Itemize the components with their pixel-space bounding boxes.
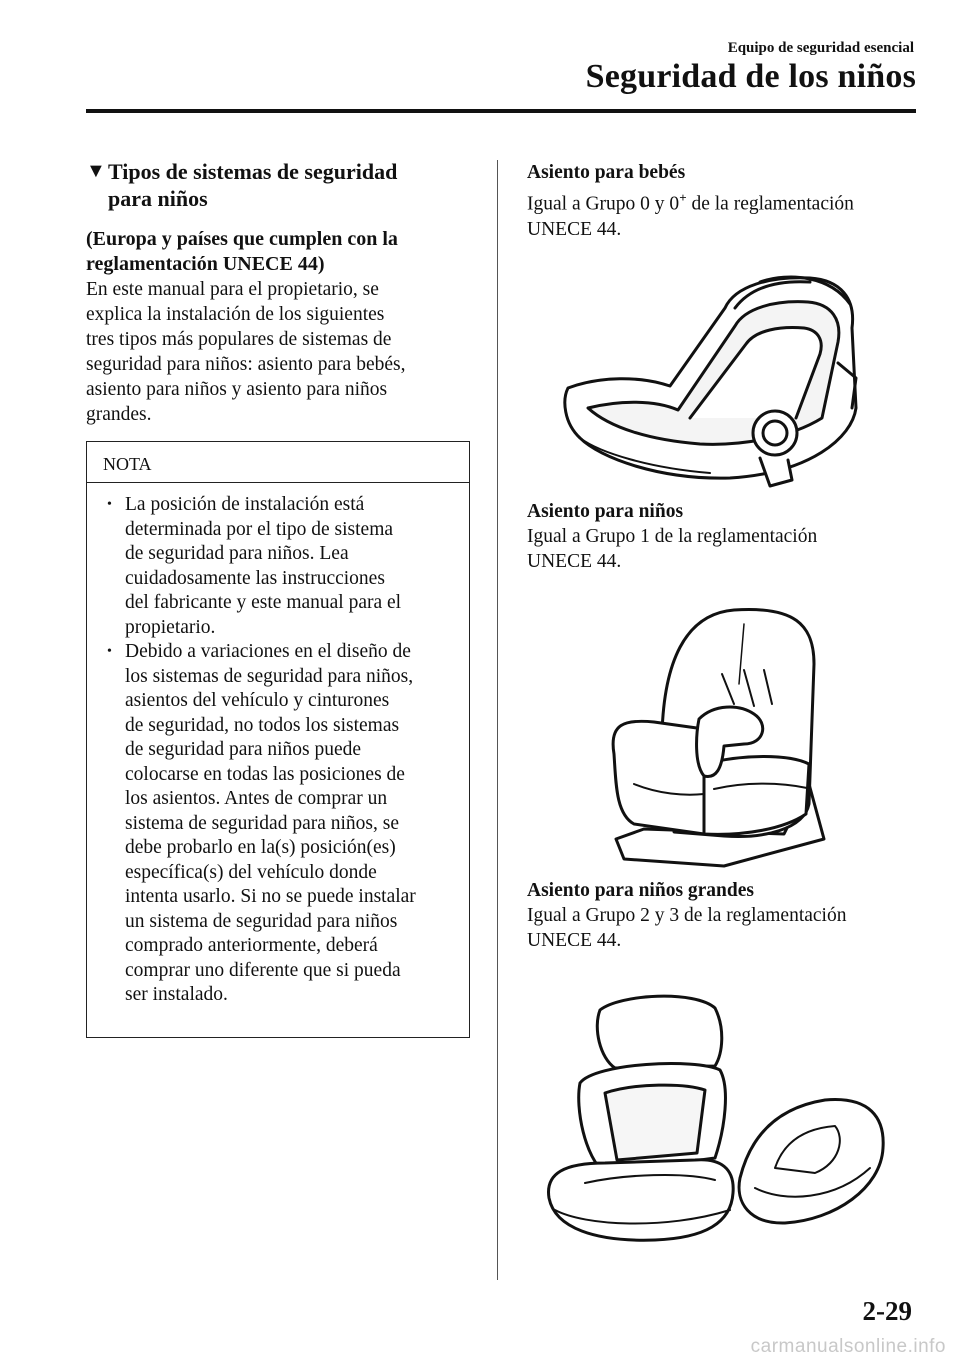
junior-seat-illustration: [545, 988, 890, 1250]
child-seat-heading: Asiento para niños: [527, 501, 684, 522]
column-divider: [497, 160, 498, 1280]
baby-seat-text: Asiento para bebés Igual a Grupo 0 y 0+ de la reglamentación UNECE 44.: [527, 160, 927, 242]
note-heading: NOTA: [87, 442, 469, 483]
child-seat-illustration: [604, 604, 830, 870]
page-title: Seguridad de los niños: [585, 58, 916, 95]
note-box: [86, 441, 470, 1038]
note-item: • Debido a variaciones en el diseño de los sistemas de seguridad para niños, asientos del vehículo y cinturones de seguridad, no todos los sistemas de seguridad para niños puede colocarse en todas las posiciones de los asientos. Antes de comprar un sistema de seguridad para niños, se debe probarlo en la(s) posición(es) específica(s) del vehículo donde intenta usarlo. Si no se puede instalar un sistema de seguridad para niños comprado anteriormente, deberá comprar uno diferente que si pueda ser instalado.: [103, 640, 459, 1008]
child-seat-text: Asiento para niños Igual a Grupo 1 de la reglamentación UNECE 44.: [527, 499, 927, 574]
baby-seat-heading: Asiento para bebés: [527, 162, 686, 183]
baby-seat-illustration: [560, 268, 870, 490]
note-item: • La posición de instalación está determinada por el tipo de sistema de seguridad para niños. Lea cuidadosamente las instrucciones del fabricante y este manual para el propietario.: [103, 493, 459, 640]
header-rule: [86, 109, 916, 113]
section-title-line1: Tipos de sistemas de seguridad: [108, 159, 398, 184]
intro-paragraph: En este manual para el propietario, se explica la instalación de los siguientes tres tipos más populares de sistemas de seguridad para niños: asiento para bebés, asiento para niños y asiento para niños grandes.: [86, 279, 406, 425]
junior-seat-text: Asiento para niños grandes Igual a Grupo 2 y 3 de la reglamentación UNECE 44.: [527, 878, 927, 953]
page-number: 2-29: [862, 1296, 912, 1326]
header-section-label: Equipo de seguridad esencial: [727, 40, 914, 56]
section-title: [86, 158, 470, 212]
section-title-line2: para niños: [108, 186, 208, 211]
junior-seat-heading: Asiento para niños grandes: [527, 880, 754, 901]
subheading: (Europa y países que cumplen con la reglamentación UNECE 44): [86, 228, 398, 275]
left-column: [86, 158, 470, 427]
watermark: carmanualsonline.info: [750, 1336, 946, 1357]
section-triangle-icon: ▼: [86, 160, 106, 182]
